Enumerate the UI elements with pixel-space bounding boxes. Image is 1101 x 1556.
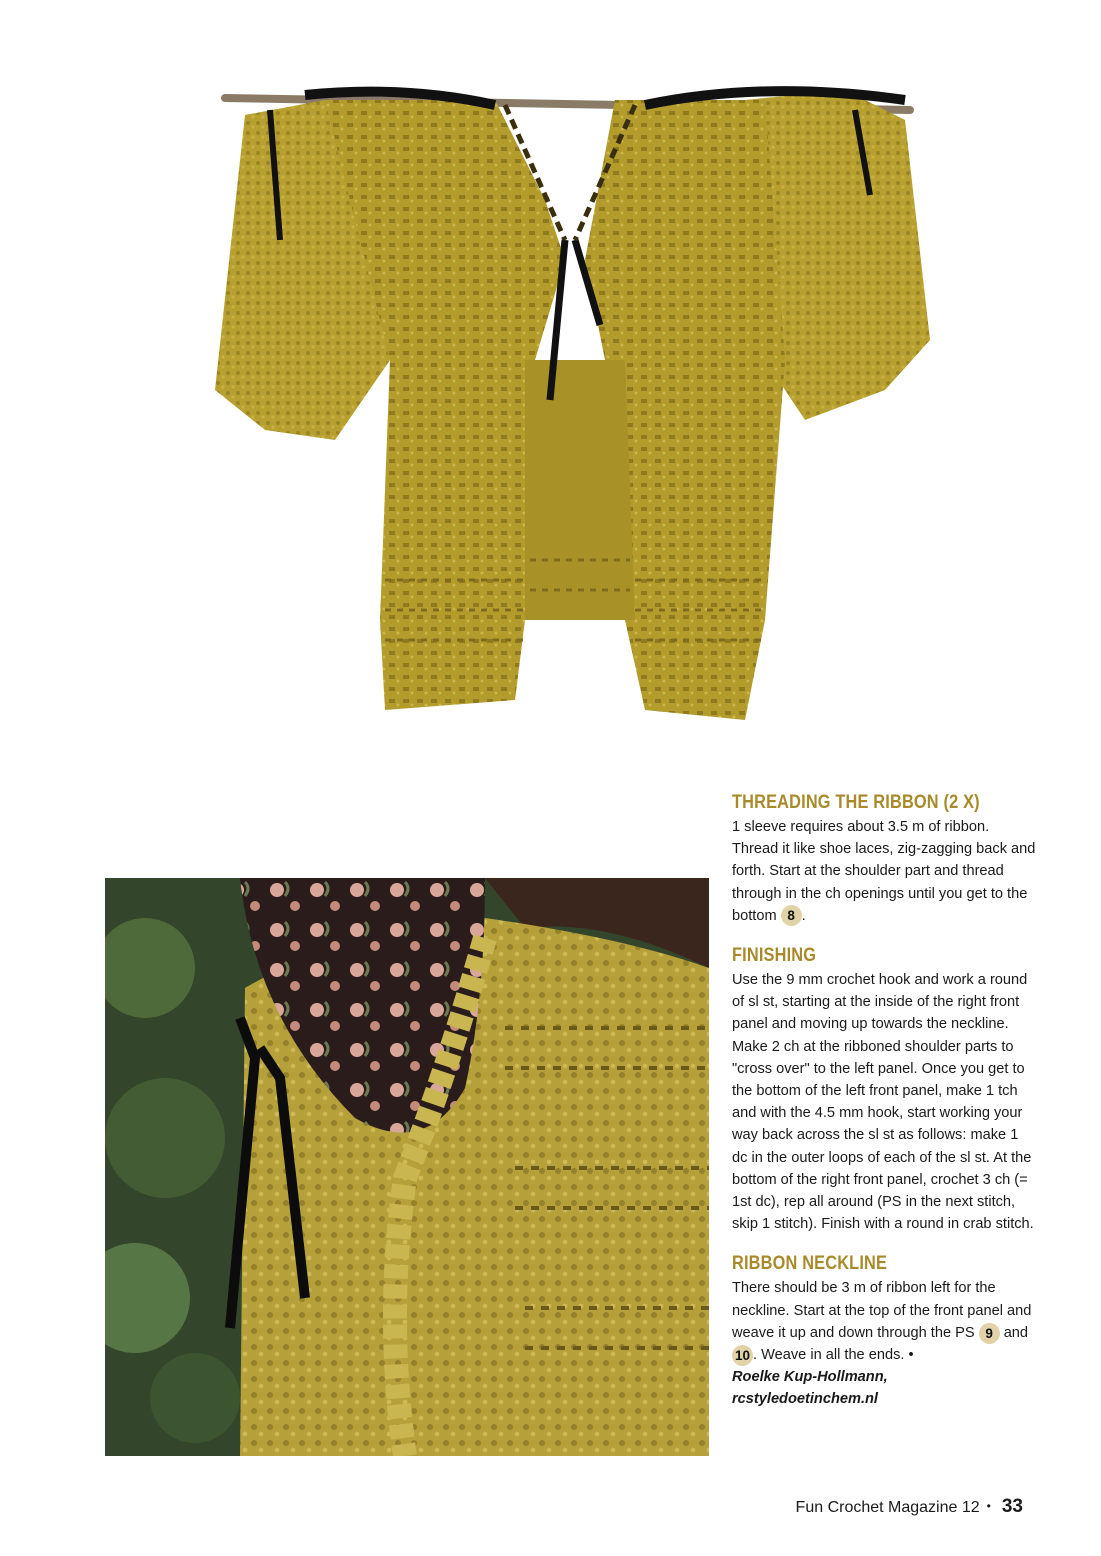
step-badge-9: 9 xyxy=(979,1323,1000,1344)
footer-bullet: • xyxy=(986,1499,991,1513)
end-bullet: • xyxy=(908,1347,914,1364)
neckline-text-body: There should be 3 m of ribbon left for the neckline. Start at the top of the front panel and weave it up and down through the PS xyxy=(732,1280,1032,1341)
finishing-text: Use the 9 mm crochet hook and work a round of sl st, starting at the inside of the right front panel and moving up towards the neckline. Make 2 ch at the ribboned shoulder parts to "cross over" to the left panel. Once you get to the bottom of the left front panel, make 1 tch and with the 4.5 mm hook, start working your way back across the sl st as follows: make 1 dc in the outer loops of each of the sl st. At the bottom of the right front panel, crochet 3 ch (= 1st dc), rep all around (PS in the next stitch, skip 1 stitch). Finish with a round in crab stitch. xyxy=(732,972,1034,1233)
text-column xyxy=(732,790,1037,1411)
neckline-text-and: and xyxy=(999,1324,1029,1341)
threading-text xyxy=(732,816,1037,927)
step-badge-8: 8 xyxy=(781,905,802,926)
neckline-text-end: . Weave in all the ends. xyxy=(753,1347,909,1364)
finishing-heading: FINISHING xyxy=(732,945,817,967)
credit-name: Roelke Kup-Hollmann, xyxy=(732,1369,888,1386)
magazine-name: Fun Crochet Magazine 12 xyxy=(795,1499,980,1516)
step-badge-10: 10 xyxy=(732,1345,753,1366)
threading-text-body: 1 sleeve requires about 3.5 m of ribbon. Thread it like shoe laces, zig-zagging back and forth. Start at the shoulder part and thread through in the ch openings until you get to the bottom xyxy=(732,819,1036,924)
ribbon-neckline-text xyxy=(732,1277,1037,1410)
threading-text-end: . xyxy=(801,907,806,924)
page-footer xyxy=(796,1496,1023,1518)
page-number: 33 xyxy=(1001,1496,1023,1517)
hanging-cardigan-photo xyxy=(205,60,945,740)
threading-heading: THREADING THE RIBBON (2 X) xyxy=(732,792,980,813)
ribbon-neckline-heading: RIBBON NECKLINE xyxy=(732,1253,888,1275)
credit-site: rcstyledoetinchem.nl xyxy=(732,1391,878,1408)
worn-cardigan-closeup-photo xyxy=(105,878,709,1456)
